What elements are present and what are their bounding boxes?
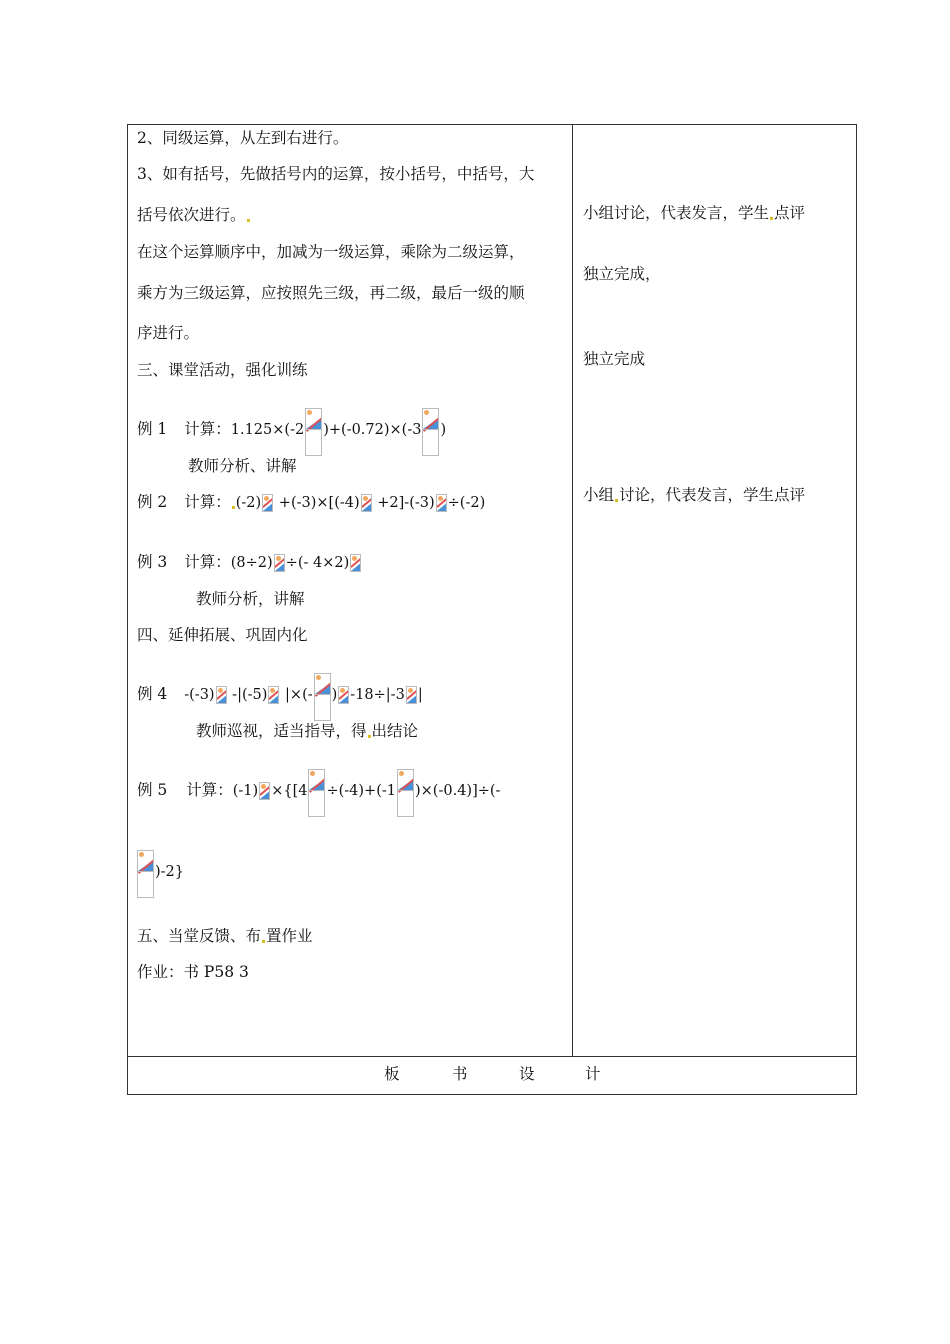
example-5: 例 5 计算：(-1) ×{[4 ÷(-4)+(-1 )×(-0.4)]÷(- xyxy=(137,769,500,817)
example-1-label: 例 1 xyxy=(137,420,168,438)
board-design-char-1: 板 xyxy=(384,1065,400,1083)
order-line2: 乘方为三级运算，应按照先三级，再二级，最后一级的顺 xyxy=(137,284,525,302)
teacher-analysis-1: 教师分析、讲解 xyxy=(188,457,297,475)
formula-image-icon xyxy=(314,673,331,721)
exponent-image-icon xyxy=(262,494,273,512)
exponent-image-icon xyxy=(406,686,417,704)
example-5-label: 例 5 xyxy=(137,781,168,799)
section-5-heading: 五、当堂反馈、布 置作业 xyxy=(137,927,313,945)
activity-discussion-1: 小组讨论，代表发言，学生 点评 xyxy=(583,204,806,222)
section-4-heading: 四、延伸拓展、巩固内化 xyxy=(137,626,308,644)
formula-image-icon xyxy=(397,769,414,817)
mark-dot xyxy=(247,219,250,222)
example-2-calc: 计算： xyxy=(184,493,231,511)
formula-image-icon xyxy=(305,408,322,456)
example-1-calc: 计算： xyxy=(184,420,231,438)
exponent-image-icon xyxy=(436,494,447,512)
section-3-heading: 三、课堂活动，强化训练 xyxy=(137,361,308,379)
rule-3-line2: 括号依次进行。 xyxy=(137,205,251,225)
example-4-label: 例 4 xyxy=(137,685,168,703)
row-divider xyxy=(127,1056,857,1057)
exponent-image-icon xyxy=(350,554,361,572)
homework: 作业：书 P58 3 xyxy=(137,963,249,981)
activity-discussion-2: 小组 讨论，代表发言，学生点评 xyxy=(583,486,806,504)
lesson-table xyxy=(127,124,857,1095)
example-3-label: 例 3 xyxy=(137,553,168,571)
example-2: 例 2 计算： (-2) +(-3)×[(-4) +2]-(-3) ÷(-2) xyxy=(137,493,486,511)
board-design-char-4: 计 xyxy=(585,1065,601,1083)
example-1: 例 1 计算：1.125×(-2 )+(-0.72)×(-3 ) xyxy=(137,408,446,456)
exponent-image-icon xyxy=(338,686,349,704)
column-divider xyxy=(572,124,573,1057)
order-line3: 序进行。 xyxy=(137,324,200,342)
exponent-image-icon xyxy=(268,686,279,704)
exponent-image-icon xyxy=(361,494,372,512)
example-4: 例 4 -(-3) -|(-5) |×(- ) -18÷|-3 | xyxy=(137,673,423,721)
example-5-continued: )-2} xyxy=(136,850,184,898)
example-2-label: 例 2 xyxy=(137,493,168,511)
formula-image-icon xyxy=(137,850,154,898)
order-line1: 在这个运算顺序中，加减为一级运算，乘除为二级运算， xyxy=(137,243,525,261)
rule-2: 2、同级运算，从左到右进行。 xyxy=(137,129,349,147)
board-design-char-3: 设 xyxy=(519,1065,535,1083)
rule-3-line1: 3、如有括号，先做括号内的运算，按小括号，中括号，大 xyxy=(137,165,535,183)
activity-independent-2: 独立完成 xyxy=(583,350,646,368)
example-5-calc: 计算： xyxy=(186,781,233,799)
formula-image-icon xyxy=(422,408,439,456)
example-3: 例 3 计算：(8÷2) ÷(- 4×2) xyxy=(137,552,362,573)
example-3-calc: 计算： xyxy=(184,553,231,571)
exponent-image-icon xyxy=(274,554,285,572)
exponent-image-icon xyxy=(259,782,270,800)
formula-image-icon xyxy=(308,769,325,817)
exponent-image-icon xyxy=(216,686,227,704)
teacher-analysis-2: 教师分析，讲解 xyxy=(196,590,305,608)
teacher-guidance: 教师巡视，适当指导，得 出结论 xyxy=(196,722,419,740)
activity-independent-1: 独立完成， xyxy=(583,265,661,283)
board-design-char-2: 书 xyxy=(452,1065,468,1083)
